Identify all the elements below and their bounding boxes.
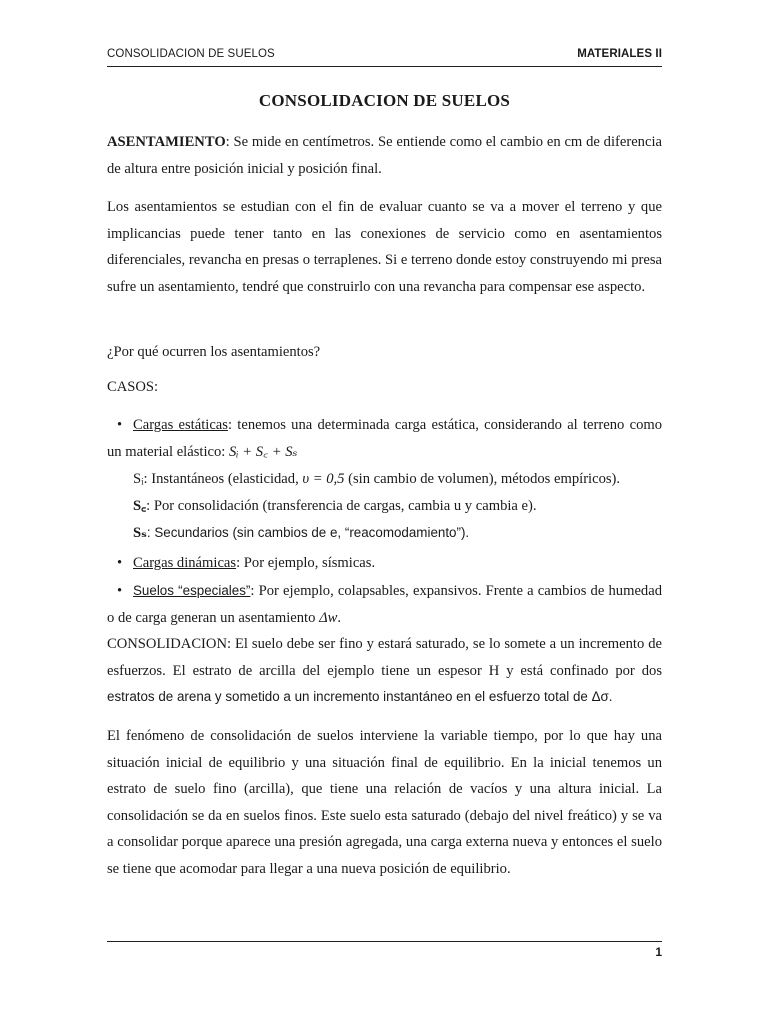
- casos-heading: CASOS:: [107, 379, 159, 395]
- bullet-end: .: [337, 609, 342, 626]
- paragraph-asentamientos: Los asentamientos se estudian con el fin de evaluar cuanto se va a mover el terreno y que implicancias puede tener tanto en las conexiones de servicio como en asentamientos diferenciales, revancha en presas o terraplenes. Si e terreno donde estoy construyendo mi presa sufre un asentamiento, tendré que construirlo con una revancha para compensar ese aspecto.: [107, 199, 662, 295]
- sc-label: S꜀: [133, 498, 147, 514]
- consolidacion-paragraph: [107, 631, 662, 711]
- header-left: CONSOLIDACION DE SUELOS: [107, 48, 275, 60]
- header-right: MATERIALES II: [577, 48, 662, 60]
- list-item-suelos-especiales: [107, 578, 662, 631]
- paragraph-fenomeno: El fenómeno de consolidación de suelos interviene la variable tiempo, por lo que hay una situación inicial de equilibrio y una situación final de equilibrio. En la inicial tenemos un estrato de suelo fino (arcilla), que tiene una relación de vacíos y una altura inicial. La consolidación se da en suelos finos. Este suelo esta saturado (debajo del nivel freático) y se va a consolidar porque aparece una presión agregada, una carga externa nueva y entonces el suelo se tiene que acomodar para llegar a una nueva posición de equilibrio.: [107, 728, 662, 877]
- bullet-text: : Por ejemplo, sísmicas.: [236, 555, 376, 571]
- sc-text: : Por consolidación (transferencia de cargas, cambia u y cambia e).: [146, 498, 537, 514]
- header-divider: [107, 66, 662, 67]
- footer-divider: [107, 941, 662, 942]
- list-item-cargas-dinamicas: [107, 550, 662, 577]
- bullet-dot: •: [117, 417, 123, 433]
- intro-text: : Se mide en centímetros. Se entiende como el cambio en cm de diferencia de altura entre posición inicial y posición final.: [107, 134, 662, 177]
- list-item-cargas-estaticas: [107, 412, 662, 465]
- ss-text: : Secundarios (sin cambios de e, “reacomodamiento”).: [146, 525, 470, 540]
- list-item-si: [133, 466, 620, 493]
- consolidacion-sans-text: estratos de arena y sometido a un incremento instantáneo en el esfuerzo total de Δσ.: [107, 689, 613, 704]
- si-text-end: (sin cambio de volumen), métodos empíricos).: [344, 471, 621, 487]
- formula-delta-w: Δw: [319, 609, 338, 626]
- question-paragraph: ¿Por qué ocurren los asentamientos?: [107, 344, 321, 360]
- formula-total: Sᵢ + S꜀ + Sₛ: [228, 443, 298, 460]
- page-header: [107, 48, 662, 64]
- page-title: CONSOLIDACION DE SUELOS: [258, 91, 511, 110]
- si-text: : Instantáneos (elasticidad,: [143, 471, 303, 487]
- bullet-dot: •: [117, 583, 123, 599]
- intro-term: ASENTAMIENTO: [107, 134, 226, 150]
- bullet-label: Cargas estáticas: [133, 417, 228, 433]
- list-item-sc: [133, 493, 537, 520]
- ss-label: Sₛ: [133, 525, 147, 541]
- bullet-label: Suelos “especiales”: [133, 583, 251, 598]
- list-item-ss: [133, 520, 469, 547]
- consolidacion-text: CONSOLIDACION: El suelo debe ser fino y estará saturado, se lo somete a un incremento de esfuerzos. El estrato de arcilla del ejemplo tiene un espesor H y está confinado por dos: [107, 636, 662, 679]
- bullet-text: : tenemos una determinada carga estática, considerando al terreno como un material elástico:: [107, 417, 663, 460]
- bullet-dot: •: [117, 555, 123, 571]
- si-label: Sᵢ: [133, 471, 144, 487]
- bullet-label: Cargas dinámicas: [133, 555, 237, 571]
- si-formula: υ = 0,5: [302, 471, 345, 487]
- bullet-text: : Por ejemplo, colapsables, expansivos. Frente a cambios de humedad o de carga generan un asentamiento: [107, 583, 663, 626]
- page-number: 1: [655, 945, 662, 959]
- intro-paragraph: [107, 129, 662, 182]
